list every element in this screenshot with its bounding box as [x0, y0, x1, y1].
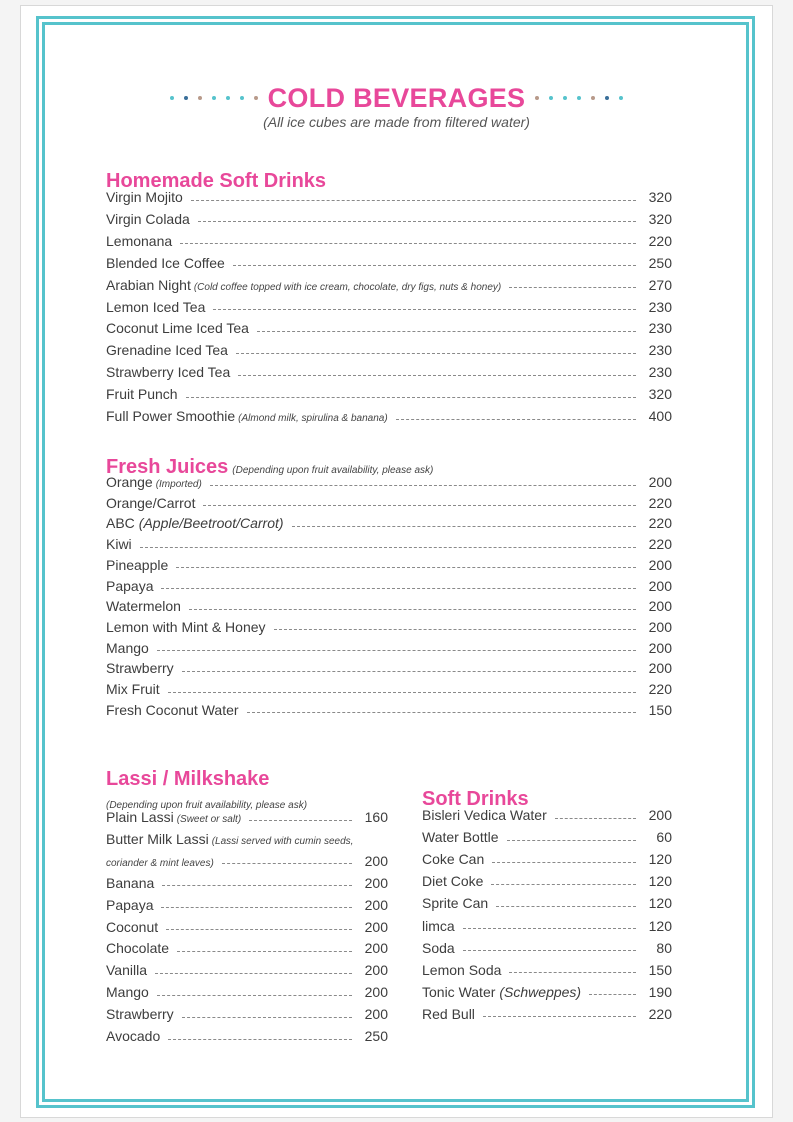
menu-item-name — [106, 660, 174, 676]
menu-item-price: 200 — [648, 618, 672, 635]
menu-item-name — [106, 536, 132, 552]
menu-item-price: 220 — [648, 681, 672, 697]
section-heading-lassi — [106, 768, 269, 791]
menu-item-name — [422, 829, 499, 845]
menu-item-label: Coconut — [106, 918, 159, 935]
dot-decoration — [591, 96, 595, 100]
menu-item-label: Coconut Lime Iced Tea — [106, 320, 249, 337]
menu-item-name — [106, 211, 190, 227]
dot-decoration — [226, 96, 230, 100]
menu-item-label: Avocado — [106, 1028, 161, 1044]
menu-item-row — [106, 679, 672, 699]
menu-item-name — [106, 875, 154, 891]
menu-item-price: 200 — [364, 852, 388, 869]
menu-item-row — [422, 982, 672, 1002]
menu-item-name — [106, 1028, 160, 1044]
dot-decoration — [212, 96, 216, 100]
menu-item-name — [106, 809, 241, 825]
dotted-leader — [155, 973, 352, 974]
dot-decoration — [605, 96, 609, 100]
menu-item-note: (Almond milk, spirulina & banana) — [238, 413, 388, 424]
menu-item-label: Soda — [422, 939, 455, 956]
section-heading-soft-text: Soft Drinks — [422, 788, 529, 810]
menu-item-row — [422, 1004, 672, 1024]
menu-item-italic: (Schweppes) — [499, 983, 582, 1000]
dotted-leader — [182, 671, 636, 672]
menu-item-name — [106, 940, 169, 956]
menu-item-label: Mango — [106, 639, 149, 656]
menu-item-row — [106, 596, 672, 616]
menu-item-name — [106, 299, 205, 315]
dotted-leader — [162, 885, 352, 886]
menu-item-price: 220 — [648, 494, 672, 511]
dotted-leader — [166, 929, 352, 930]
menu-item-price: 120 — [648, 917, 672, 934]
menu-item-label: Lemon Iced Tea — [106, 298, 206, 315]
menu-item-row — [106, 472, 672, 492]
menu-item-row — [106, 1004, 388, 1024]
menu-item-price: 120 — [648, 873, 672, 890]
menu-item-price: 200 — [648, 474, 672, 490]
menu-item-price: 220 — [648, 536, 672, 553]
menu-item-label: Papaya — [106, 577, 154, 594]
menu-item-row — [422, 805, 672, 825]
menu-item-label: limca — [422, 917, 455, 934]
menu-item-row — [106, 187, 672, 207]
menu-item-name — [106, 386, 178, 402]
menu-item-row — [106, 1026, 388, 1046]
menu-item-label: Arabian Night — [106, 276, 191, 293]
menu-item-note: (Lassi served with cumin seeds, — [211, 835, 354, 847]
menu-item-name — [106, 233, 172, 249]
menu-item-row — [106, 297, 672, 317]
menu-item-name — [422, 940, 455, 956]
menu-item-name — [106, 619, 266, 635]
dotted-leader — [233, 265, 636, 266]
menu-item-price: 320 — [648, 386, 672, 403]
menu-item-row — [106, 362, 672, 382]
menu-item-price: 200 — [364, 874, 388, 891]
dotted-leader — [396, 419, 636, 420]
menu-item-label: Full Power Smoothie — [106, 408, 236, 424]
menu-item-label: Mango — [106, 984, 149, 1001]
menu-item-row — [422, 893, 672, 913]
dotted-leader — [177, 951, 352, 952]
dotted-leader — [168, 1039, 352, 1040]
dotted-leader — [238, 375, 636, 376]
menu-item-row — [106, 851, 388, 871]
menu-item-row — [106, 829, 388, 849]
dotted-leader — [249, 820, 352, 821]
section-heading-lassi-text: Lassi / Milkshake — [106, 768, 270, 790]
menu-item-label: Kiwi — [106, 536, 132, 553]
dotted-leader — [203, 505, 636, 506]
menu-item-price: 220 — [648, 232, 672, 249]
menu-item-price: 160 — [364, 809, 388, 825]
menu-item-label: Fruit Punch — [106, 386, 178, 403]
menu-item-name — [422, 895, 488, 911]
dotted-leader — [491, 884, 636, 885]
menu-item-row — [106, 406, 672, 426]
menu-item-price: 200 — [648, 598, 672, 615]
menu-item-name — [106, 578, 153, 594]
menu-item-name — [106, 897, 153, 913]
dotted-leader — [168, 692, 636, 693]
dotted-leader — [161, 907, 352, 908]
menu-item-price: 200 — [364, 962, 388, 979]
dotted-leader — [161, 588, 636, 589]
menu-item-label: Tonic Water — [422, 983, 496, 1000]
menu-item-row — [422, 827, 672, 847]
menu-item-label: Papaya — [106, 896, 154, 913]
menu-item-row — [106, 493, 672, 513]
menu-item-price: 200 — [364, 896, 388, 913]
menu-item-price: 80 — [656, 939, 672, 956]
dotted-leader — [189, 609, 636, 610]
menu-item-label: Orange/Carrot — [106, 494, 196, 511]
header — [0, 82, 793, 114]
menu-item-price: 190 — [648, 983, 672, 1000]
menu-item-row — [422, 938, 672, 958]
dotted-leader — [496, 906, 636, 907]
menu-item-label: Strawberry — [106, 660, 174, 677]
menu-item-note: (Sweet or salt) — [176, 814, 242, 825]
menu-item-row — [106, 231, 672, 251]
menu-item-label: Plain Lassi — [106, 809, 174, 825]
dot-decoration — [563, 96, 567, 100]
menu-item-name — [422, 873, 483, 889]
dotted-leader — [236, 353, 636, 354]
menu-item-name — [106, 515, 284, 531]
menu-item-note: (Cold coffee topped with ice cream, chocolate, dry figs, nuts & honey) — [193, 281, 502, 293]
menu-item-name — [422, 962, 501, 978]
menu-item-name — [106, 1006, 174, 1022]
dot-decoration — [549, 96, 553, 100]
menu-item-label: Virgin Mojito — [106, 189, 183, 205]
menu-item-name — [106, 342, 228, 358]
menu-item-name — [106, 495, 195, 511]
menu-item-price: 120 — [648, 851, 672, 868]
menu-item-price: 150 — [648, 701, 672, 718]
page-subtitle: (All ice cubes are made from filtered water) — [263, 114, 530, 130]
menu-item-row — [106, 982, 388, 1002]
menu-item-row — [106, 340, 672, 360]
dotted-leader — [198, 221, 636, 222]
dotted-leader — [555, 818, 636, 819]
menu-item-row — [106, 917, 388, 937]
section-heading-homemade-text: Homemade Soft Drinks — [106, 170, 327, 192]
dotted-leader — [157, 995, 352, 996]
menu-item-name — [106, 320, 249, 336]
menu-item-price: 120 — [648, 895, 672, 912]
menu-item-label: Diet Coke — [422, 873, 484, 890]
menu-item-price: 200 — [648, 639, 672, 656]
menu-item-label: Lemon with Mint & Honey — [106, 618, 266, 635]
menu-item-name — [106, 962, 147, 978]
menu-item-price: 400 — [648, 408, 672, 424]
lassi-note: (Depending upon fruit availability, please ask) — [106, 800, 308, 811]
menu-item-price: 320 — [648, 210, 672, 227]
menu-item-label: Grenadine Iced Tea — [106, 342, 228, 359]
menu-item-row — [106, 617, 672, 637]
menu-item-label: Orange — [106, 474, 153, 490]
menu-item-row — [106, 384, 672, 404]
dotted-leader — [157, 650, 636, 651]
menu-item-label: Vanilla — [106, 962, 147, 979]
menu-item-row — [106, 534, 672, 554]
menu-item-label: Strawberry Iced Tea — [106, 364, 231, 381]
menu-item-name — [422, 807, 547, 823]
menu-item-row — [106, 938, 388, 958]
menu-item-label: Lemon Soda — [422, 961, 502, 978]
menu-item-price: 250 — [648, 254, 672, 271]
menu-item-label: Chocolate — [106, 940, 170, 957]
menu-item-label: Watermelon — [106, 598, 181, 615]
menu-item-row — [422, 871, 672, 891]
menu-item-name — [106, 702, 239, 718]
menu-item-row — [106, 275, 672, 295]
menu-item-name — [106, 255, 225, 271]
menu-item-name — [106, 364, 230, 380]
menu-item-price: 270 — [648, 276, 672, 293]
menu-item-row — [106, 895, 388, 915]
dots-right-decoration — [535, 96, 623, 100]
menu-item-label: Banana — [106, 874, 155, 891]
menu-item-row — [106, 658, 672, 678]
dot-decoration — [619, 96, 623, 100]
menu-item-label: Water Bottle — [422, 829, 499, 846]
menu-item-label: Coke Can — [422, 851, 485, 868]
menu-item-price: 200 — [364, 940, 388, 957]
dotted-leader — [463, 928, 636, 929]
menu-item-name — [422, 851, 484, 867]
menu-item-label: Sprite Can — [422, 895, 489, 912]
menu-item-price: 230 — [648, 364, 672, 381]
dotted-leader — [492, 862, 636, 863]
menu-item-price: 200 — [364, 1006, 388, 1023]
menu-item-row — [106, 960, 388, 980]
menu-item-row — [106, 513, 672, 533]
menu-item-label: Fresh Coconut Water — [106, 701, 239, 718]
menu-item-name — [106, 277, 501, 293]
menu-item-name — [106, 919, 158, 935]
section-heading-juices-text: Fresh Juices — [106, 456, 229, 478]
menu-item-price: 320 — [648, 189, 672, 205]
menu-item-row — [106, 555, 672, 575]
dotted-leader — [463, 950, 636, 951]
menu-item-price: 250 — [364, 1028, 388, 1044]
dot-decoration — [240, 96, 244, 100]
menu-item-price: 200 — [364, 984, 388, 1001]
dotted-leader — [483, 1016, 636, 1017]
menu-item-price: 150 — [648, 961, 672, 978]
menu-item-price: 200 — [648, 556, 672, 573]
menu-item-price: 200 — [648, 807, 672, 823]
menu-item-label: Strawberry — [106, 1006, 174, 1023]
menu-item-price: 200 — [364, 918, 388, 935]
menu-item-label: Virgin Colada — [106, 210, 190, 227]
menu-item-price: 200 — [648, 577, 672, 594]
menu-item-italic: (Apple/Beetroot/Carrot) — [138, 515, 284, 532]
dotted-leader — [186, 397, 636, 398]
juices-note: (Depending upon fruit availability, please ask) — [232, 465, 434, 476]
dotted-leader — [140, 547, 636, 548]
dotted-leader — [247, 712, 636, 713]
page-title: COLD BEVERAGES — [267, 82, 526, 113]
menu-item-name — [106, 853, 214, 869]
menu-item-name — [422, 1006, 475, 1022]
dotted-leader — [509, 287, 636, 288]
dotted-leader — [222, 863, 352, 864]
dotted-leader — [176, 567, 636, 568]
menu-item-label: Bisleri Vedica Water — [422, 807, 547, 823]
menu-item-name — [106, 831, 353, 847]
menu-item-row — [106, 700, 672, 720]
menu-item-name — [106, 189, 183, 205]
dotted-leader — [191, 200, 636, 201]
menu-item-name — [106, 681, 160, 697]
menu-item-row — [106, 873, 388, 893]
menu-item-label: Mix Fruit — [106, 681, 160, 697]
menu-item-note: coriander & mint leaves) — [106, 857, 214, 869]
menu-item-name — [106, 984, 149, 1000]
dotted-leader — [257, 331, 636, 332]
menu-item-label: Red Bull — [422, 1005, 475, 1022]
menu-item-name — [106, 598, 181, 614]
dotted-leader — [210, 485, 636, 486]
menu-item-label: ABC — [106, 515, 135, 532]
menu-item-price: 230 — [648, 320, 672, 337]
menu-item-price: 200 — [648, 660, 672, 677]
dotted-leader — [292, 526, 636, 527]
menu-item-name — [422, 918, 455, 934]
menu-item-price: 230 — [648, 298, 672, 315]
menu-item-price: 220 — [648, 1005, 672, 1022]
menu-item-row — [422, 916, 672, 936]
dot-decoration — [170, 96, 174, 100]
menu-item-label: Pineapple — [106, 556, 169, 573]
menu-item-name — [106, 408, 388, 424]
dotted-leader — [274, 629, 636, 630]
dot-decoration — [198, 96, 202, 100]
dotted-leader — [509, 972, 636, 973]
menu-item-label: Blended Ice Coffee — [106, 254, 225, 271]
dots-left-decoration — [170, 96, 258, 100]
menu-item-row — [106, 209, 672, 229]
menu-item-name — [106, 557, 168, 573]
dot-decoration — [577, 96, 581, 100]
menu-item-row — [106, 576, 672, 596]
dot-decoration — [184, 96, 188, 100]
dotted-leader — [182, 1017, 352, 1018]
menu-item-name — [106, 640, 149, 656]
menu-item-row — [106, 318, 672, 338]
menu-item-row — [422, 960, 672, 980]
dot-decoration — [535, 96, 539, 100]
menu-item-price: 60 — [656, 829, 672, 846]
menu-item-row — [106, 638, 672, 658]
menu-item-label: Butter Milk Lassi — [106, 830, 209, 847]
menu-item-note: (Imported) — [155, 479, 202, 490]
dotted-leader — [589, 994, 636, 995]
dotted-leader — [213, 309, 636, 310]
menu-item-name — [106, 474, 202, 490]
menu-item-row — [422, 849, 672, 869]
menu-item-price: 220 — [648, 515, 672, 532]
dotted-leader — [507, 840, 636, 841]
menu-item-row — [106, 807, 388, 827]
dot-decoration — [254, 96, 258, 100]
menu-item-price: 230 — [648, 342, 672, 359]
menu-item-name — [422, 984, 581, 1000]
menu-item-label: Lemonana — [106, 232, 173, 249]
dotted-leader — [180, 243, 636, 244]
menu-item-row — [106, 253, 672, 273]
